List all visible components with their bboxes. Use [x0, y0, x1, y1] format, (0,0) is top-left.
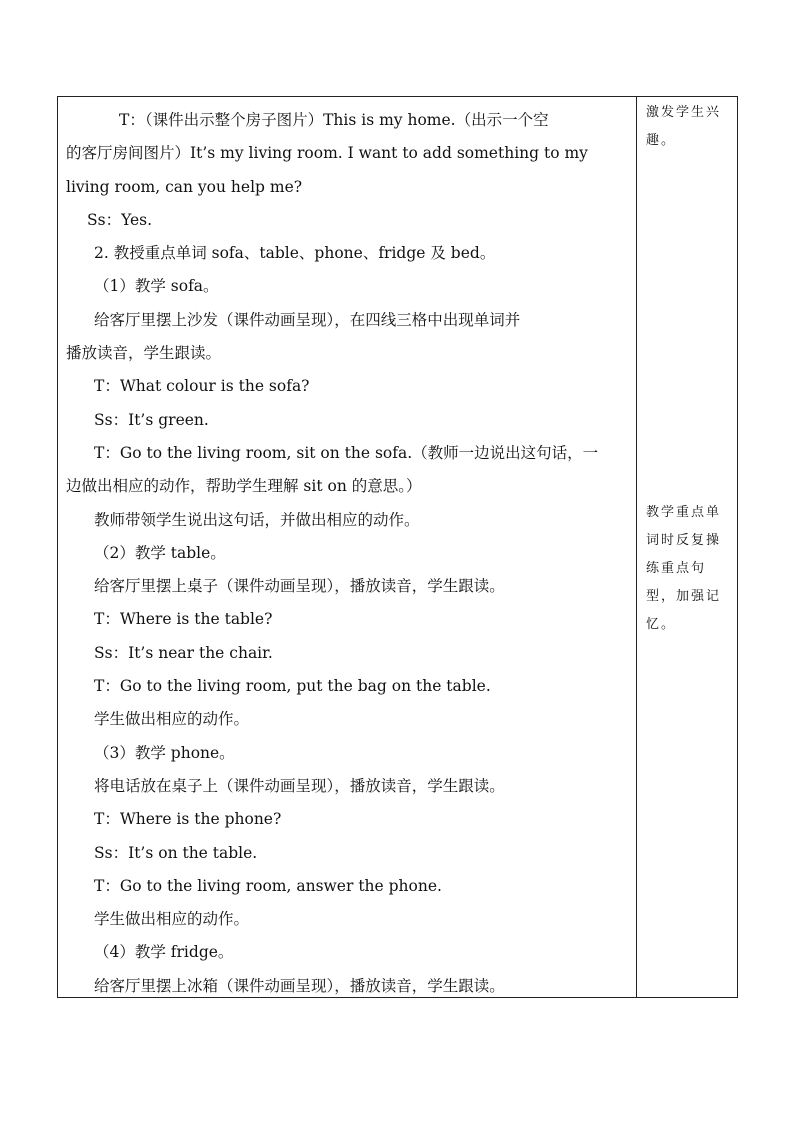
text-line: living room, can you help me?: [66, 177, 303, 196]
text-line: T：What colour is the sofa?: [94, 377, 310, 396]
text-line: Ss：Yes.: [87, 210, 153, 229]
text-line: T：Go to the living room, put the bag on the table.: [94, 677, 491, 696]
text-line: T：Go to the living room, sit on the sofa.（教师一边说出这句话，一: [94, 443, 599, 462]
design-intent-cell: [637, 97, 737, 997]
text-line: 将电话放在桌子上（课件动画呈现），播放读音，学生跟读。: [94, 776, 505, 795]
text-line: 学生做出相应的动作。: [94, 710, 250, 729]
text-line: 教师带领学生说出这句话，并做出相应的动作。: [94, 510, 420, 529]
text-line: （2）教学 table。: [94, 543, 226, 562]
text-line: 给客厅里摆上冰箱（课件动画呈现），播放读音，学生跟读。: [94, 976, 505, 995]
text-line: T：Where is the table?: [94, 610, 273, 629]
text-line: 给客厅里摆上沙发（课件动画呈现），在四线三格中出现单词并: [94, 310, 521, 329]
text-line: （1）教学 sofa。: [94, 277, 219, 296]
text-line: （4）教学 fridge。: [94, 943, 234, 962]
text-line: Ss：It’s near the chair.: [94, 643, 273, 662]
text-line: T：Where is the phone?: [94, 810, 282, 829]
text-line: 学生做出相应的动作。: [94, 910, 250, 929]
text-line: T：（课件出示整个房子图片）This is my home.（出示一个空: [119, 111, 549, 129]
text-line: 给客厅里摆上桌子（课件动画呈现），播放读音，学生跟读。: [94, 577, 505, 596]
teaching-process-cell: [58, 97, 637, 997]
text-line: T：Go to the living room, answer the phone.: [94, 876, 442, 895]
text-line: Ss：It’s green.: [94, 410, 209, 429]
text-line: 播放读音，学生跟读。: [66, 344, 222, 363]
text-line: 边做出相应的动作，帮助学生理解 sit on 的意思。）: [66, 477, 422, 496]
text-line: （3）教学 phone。: [94, 743, 235, 762]
intent-note: 激发学生兴趣。: [646, 105, 722, 148]
intent-note: 教学重点单词时反复操练重点句型，加强记忆。: [646, 505, 722, 632]
text-line: 的客厅房间图片）It’s my living room. I want to add something to my: [66, 144, 588, 163]
lesson-plan-table: [57, 96, 738, 998]
text-line: 2. 教授重点单词 sofa、table、phone、fridge 及 bed。: [94, 244, 496, 263]
text-line: Ss：It’s on the table.: [94, 843, 258, 862]
